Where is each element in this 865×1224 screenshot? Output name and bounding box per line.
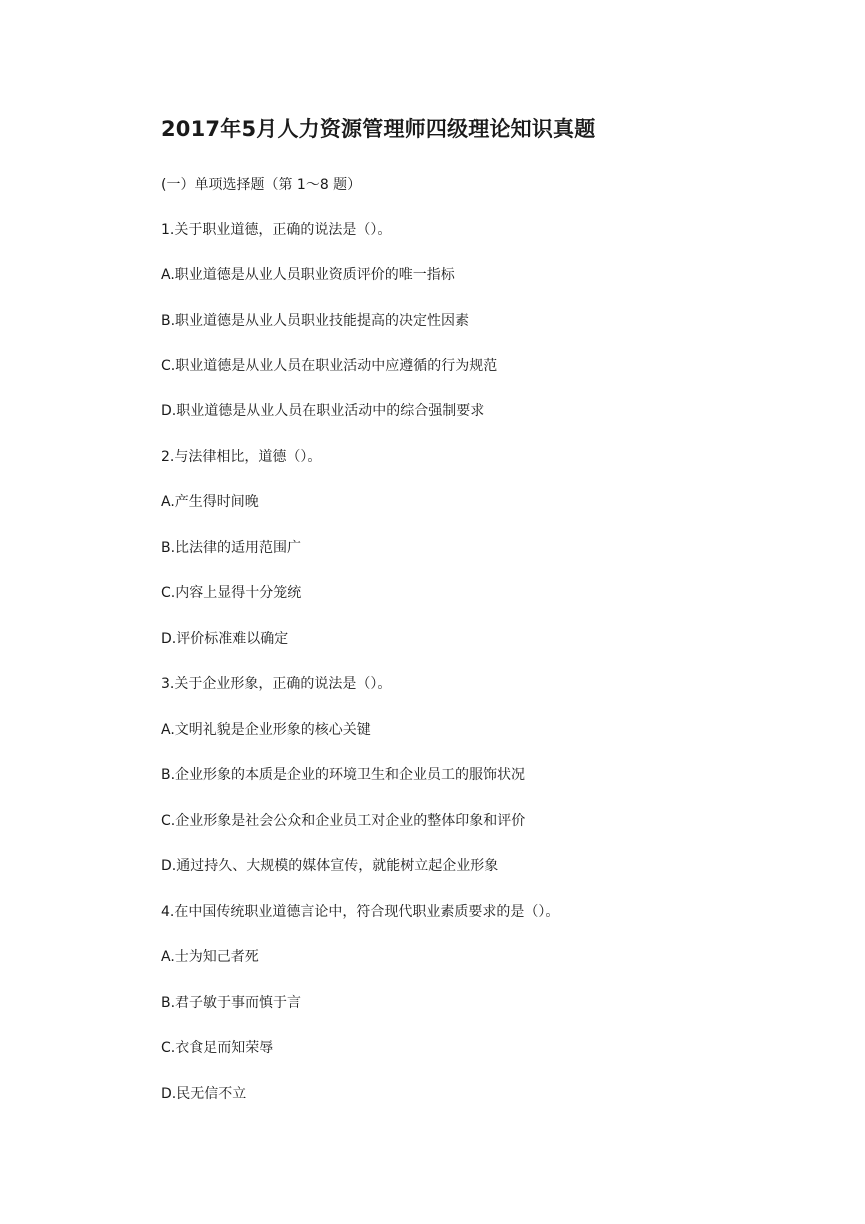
question-3-option-d: D.通过持久、大规模的媒体宣传，就能树立起企业形象: [161, 858, 499, 874]
question-stem-3: 3.关于企业形象，正确的说法是（）。: [161, 676, 392, 692]
question-2-option-a: A.产生得时间晚: [161, 494, 259, 510]
document-title: 2017年5月人力资源管理师四级理论知识真题: [161, 117, 596, 141]
question-3-option-a: A.文明礼貌是企业形象的核心关键: [161, 722, 371, 738]
question-2-option-c: C.内容上显得十分笼统: [161, 585, 302, 601]
question-2-option-d: D.评价标准难以确定: [161, 631, 289, 647]
question-3-option-c: C.企业形象是社会公众和企业员工对企业的整体印象和评价: [161, 813, 526, 829]
question-stem-1: 1.关于职业道德，正确的说法是（）。: [161, 222, 392, 238]
question-1-option-b: B.职业道德是从业人员职业技能提高的决定性因素: [161, 313, 470, 329]
question-4-option-d: D.民无信不立: [161, 1086, 247, 1102]
question-4-option-b: B.君子敏于事而慎于言: [161, 995, 302, 1011]
question-1-option-c: C.职业道德是从业人员在职业活动中应遵循的行为规范: [161, 358, 498, 374]
question-4-option-c: C.衣食足而知荣辱: [161, 1040, 274, 1056]
question-stem-2: 2.与法律相比，道德（）。: [161, 449, 322, 465]
question-4-option-a: A.士为知己者死: [161, 949, 259, 965]
section-header: (一）单项选择题（第 1～8 题）: [161, 177, 362, 193]
question-2-option-b: B.比法律的适用范围广: [161, 540, 302, 556]
question-stem-4: 4.在中国传统职业道德言论中，符合现代职业素质要求的是（）。: [161, 904, 560, 920]
question-1-option-a: A.职业道德是从业人员职业资质评价的唯一指标: [161, 267, 455, 283]
question-1-option-d: D.职业道德是从业人员在职业活动中的综合强制要求: [161, 403, 485, 419]
question-3-option-b: B.企业形象的本质是企业的环境卫生和企业员工的服饰状况: [161, 767, 526, 783]
